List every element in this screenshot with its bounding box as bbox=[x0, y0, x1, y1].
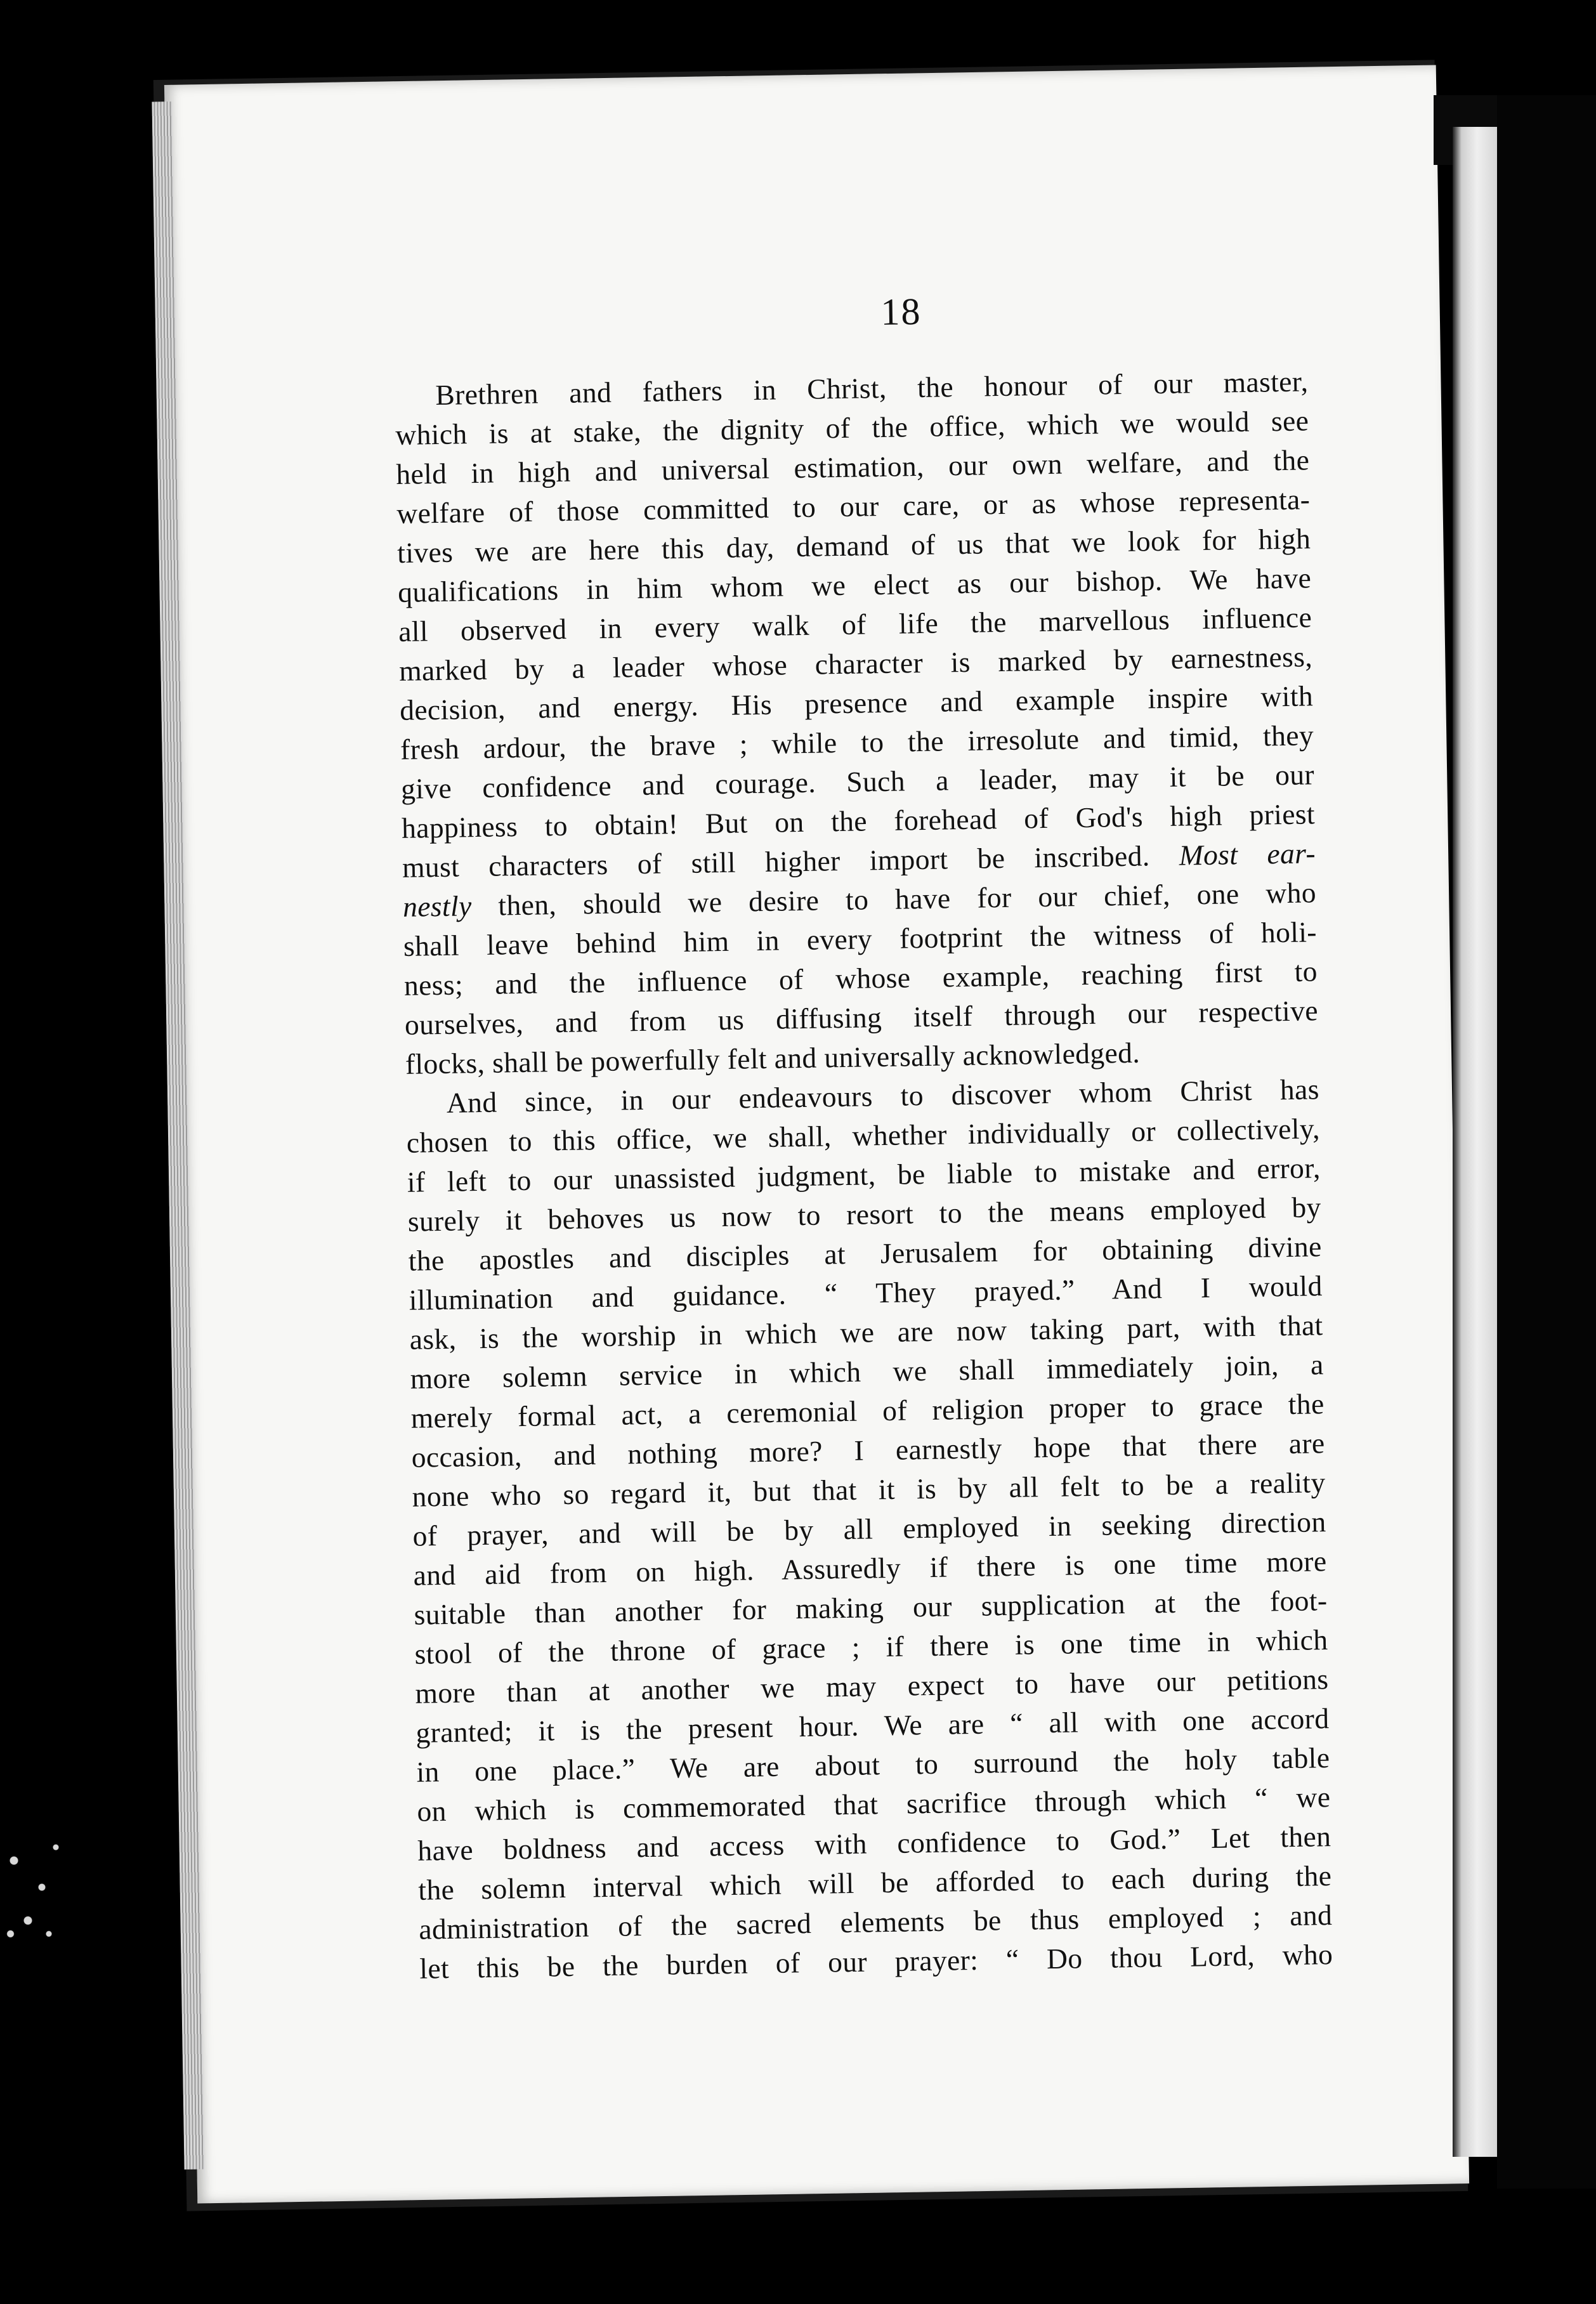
text-line: ask, is the worship in which we are now taking part, with that bbox=[409, 1309, 1324, 1356]
text-line: illumination and guidance. “ They prayed.” And I would bbox=[409, 1269, 1323, 1316]
text-line: held in high and universal estimation, our own welfare, and the bbox=[395, 443, 1310, 490]
text-line: ness; and the influence of whose example, reaching first to bbox=[403, 955, 1318, 1002]
text-line: shall leave behind him in every footprint the witness of holi- bbox=[403, 915, 1318, 962]
text-line: of prayer, and will be by all employed in seeking direction bbox=[412, 1505, 1326, 1552]
text-line: let this be the burden of our prayer: “ Do thou Lord, who bbox=[419, 1938, 1333, 1985]
text-line: merely formal act, a ceremonial of religion proper to grace the bbox=[410, 1387, 1325, 1434]
text-line: and aid from on high. Assuredly if there is one time more bbox=[413, 1545, 1327, 1592]
text-line: the apostles and disciples at Jerusalem for obtaining divine bbox=[408, 1230, 1323, 1277]
text-line: And since, in our endeavours to discover whom Christ has bbox=[446, 1073, 1320, 1119]
facing-page-strip bbox=[1453, 127, 1497, 2157]
text-line: administration of the sacred elements be thus employed ; and bbox=[418, 1899, 1333, 1946]
text-line: stool of the throne of grace ; if there is one time in which bbox=[414, 1623, 1328, 1670]
text-line: more than at another we may expect to have our petitions bbox=[415, 1663, 1329, 1710]
text-line: give confidence and courage. Such a leader, may it be our bbox=[400, 758, 1315, 805]
text-line: suitable than another for making our supplication at the foot- bbox=[414, 1584, 1328, 1631]
text-line: ourselves, and from us diffusing itself through our respective bbox=[404, 994, 1319, 1041]
text-line: chosen to this office, we shall, whether individually or collectively, bbox=[406, 1112, 1321, 1159]
italic-fragment: Most ear- bbox=[1179, 837, 1316, 872]
text-fragment: then, should we desire to have for our chief, one who bbox=[498, 876, 1317, 922]
text-line: tives we are here this day, demand of us that we look for high bbox=[396, 522, 1311, 569]
text-line: in one place.” We are about to surround the holy table bbox=[416, 1741, 1330, 1788]
text-line: welfare of those committed to our care, or as whose representa- bbox=[396, 483, 1311, 530]
text-line: happiness to obtain! But on the forehead of God's high priest bbox=[401, 797, 1316, 844]
scan-noise bbox=[0, 1821, 70, 1954]
text-line: granted; it is the present hour. We are “ all with one accord bbox=[415, 1702, 1330, 1749]
text-line: none who so regard it, but that it is by all felt to be a reality bbox=[412, 1466, 1326, 1513]
text-line: more solemn service in which we shall immediately join, a bbox=[410, 1348, 1324, 1395]
text-line: flocks, shall be powerfully felt and universally acknowledged. bbox=[405, 1036, 1141, 1080]
text-line: the solemn interval which will be afforded to each during the bbox=[418, 1859, 1332, 1906]
text-line: fresh ardour, the brave ; while to the irresolute and timid, they bbox=[400, 719, 1314, 766]
text-line: decision, and energy. His presence and example inspire with bbox=[399, 679, 1314, 726]
text-line: if left to our unassisted judgment, be liable to mistake and error, bbox=[407, 1151, 1321, 1198]
italic-fragment: nestly bbox=[402, 889, 472, 923]
text-line: Brethren and fathers in Christ, the honour of our master, bbox=[435, 365, 1309, 411]
page-text bbox=[393, 284, 1333, 1988]
text-line: all observed in every walk of life the marvellous influence bbox=[398, 601, 1312, 648]
text-line: qualifications in him whom we elect as our bishop. We have bbox=[397, 561, 1312, 608]
text-line: surely it behoves us now to resort to the means employed by bbox=[407, 1191, 1322, 1238]
text-line: occasion, and nothing more? I earnestly hope that there are bbox=[411, 1427, 1325, 1474]
text-line: on which is commemorated that sacrifice through which “ we bbox=[417, 1781, 1331, 1828]
text-line: marked by a leader whose character is marked by earnestness, bbox=[398, 640, 1313, 687]
text-fragment: must characters of still higher import be inscribed. bbox=[402, 839, 1150, 884]
page-number: 18 bbox=[880, 290, 922, 333]
right-dark-margin bbox=[1497, 95, 1596, 2189]
text-line: have boldness and access with confidence to God.” Let then bbox=[417, 1820, 1331, 1867]
text-line: which is at stake, the dignity of the office, which we would see bbox=[395, 404, 1309, 451]
